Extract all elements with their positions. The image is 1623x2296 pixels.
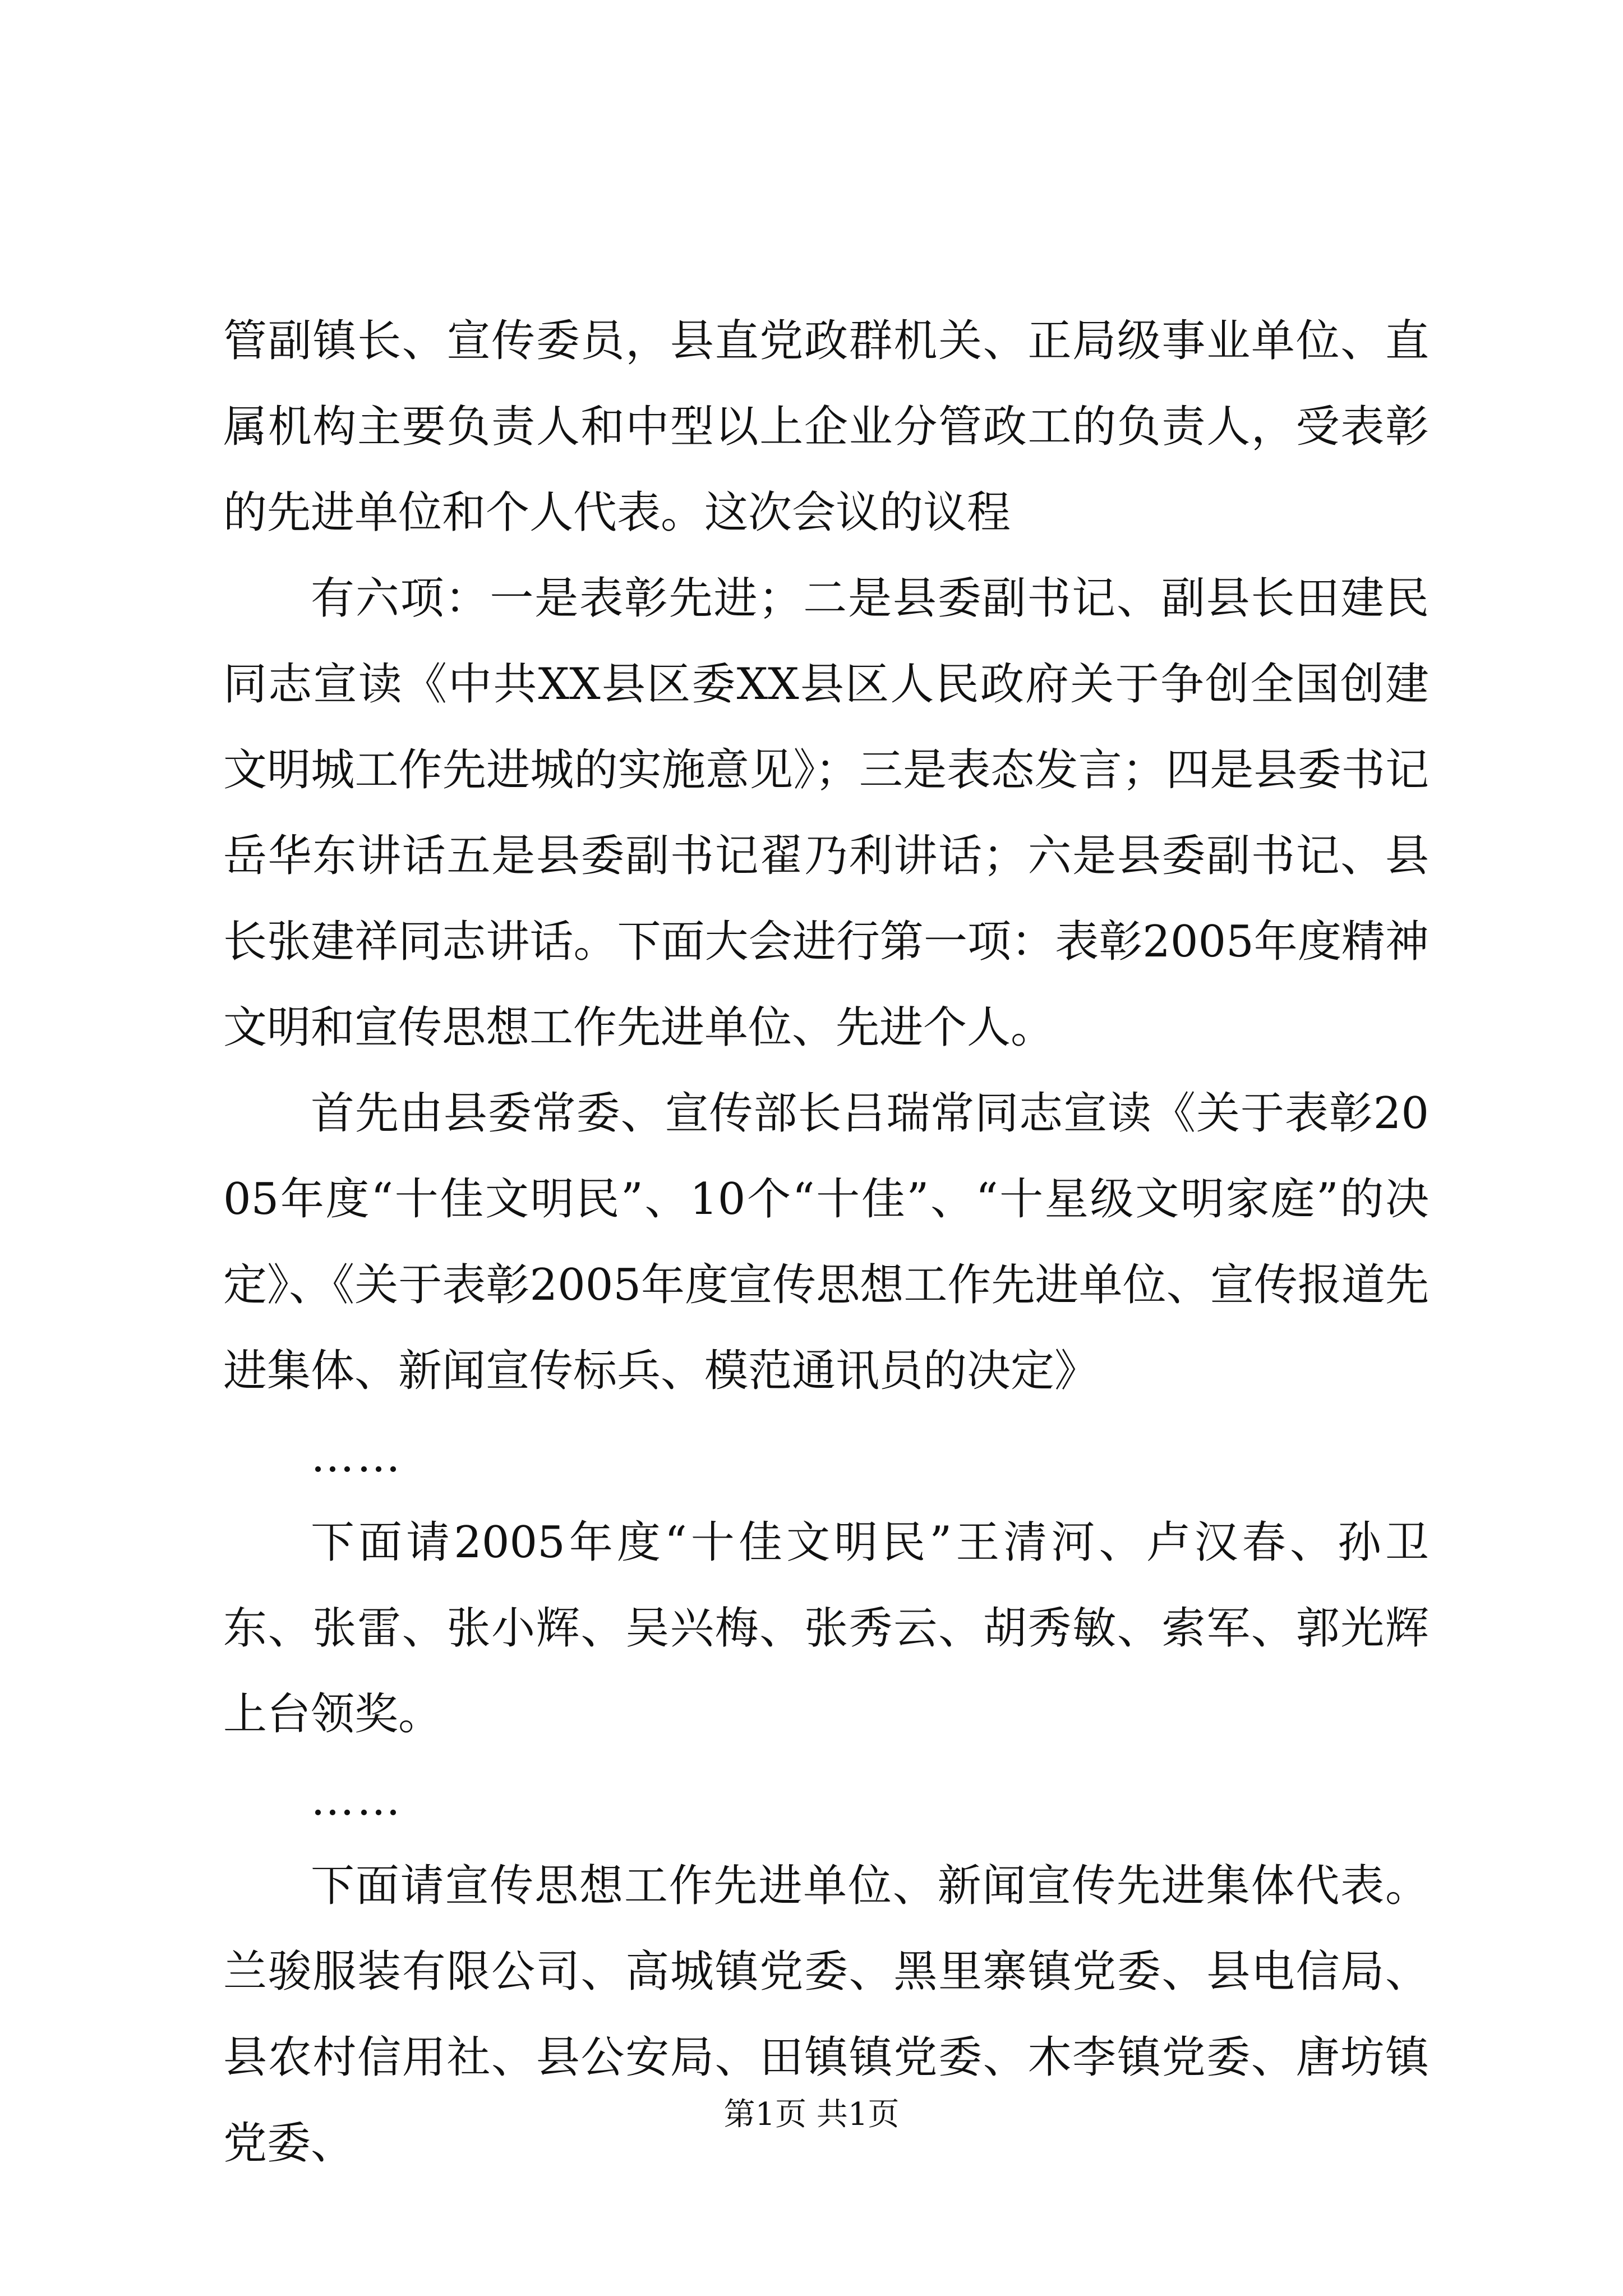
paragraph-5: 下面请宣传思想工作先进单位、新闻宣传先进集体代表。兰骏服装有限公司、高城镇党委、黑里寨镇党委、县电信局、县农村信用社、县公安局、田镇镇党委、木李镇党委、唐坊镇党委、 <box>223 1861 1429 2169</box>
document-body <box>223 298 1429 2187</box>
paragraph-3: 首先由县委常委、宣传部长吕瑞常同志宣读《关于表彰2005年度“十佳文明民”、10个“十佳”、“十星级文明家庭”的决定》、《关于表彰2005年度宣传思想工作先进单位、宣传报道先进集体、新闻宣传标兵、模范通讯员的决定》 <box>223 1088 1429 1396</box>
paragraph-4: 下面请2005年度“十佳文明民”王清河、卢汉春、孙卫东、张雷、张小辉、吴兴梅、张秀云、胡秀敏、索军、郭光辉上台领奖。 <box>223 1517 1429 1740</box>
page-number-label: 第1页 共1页 <box>723 2096 900 2133</box>
paragraph-1: 管副镇长、宣传委员，县直党政群机关、正局级事业单位、直属机构主要负责人和中型以上企业分管政工的负责人，受表彰的先进单位和个人代表。这次会议的议程 <box>223 316 1429 538</box>
ellipsis-line-1: …… <box>311 1432 403 1482</box>
paragraph-2: 有六项：一是表彰先进；二是县委副书记、副县长田建民同志宣读《中共XX县区委XX县区人民政府关于争创全国创建文明城工作先进城的实施意见》；三是表态发言；四是县委书记岳华东讲话五是县委副书记翟乃利讲话；六是县委副书记、县长张建祥同志讲话。下面大会进行第一项：表彰2005年度精神文明和宣传思想工作先进单位、先进个人。 <box>223 573 1429 1053</box>
ellipsis-line-2: …… <box>311 1775 403 1825</box>
page-footer <box>0 2095 1623 2134</box>
